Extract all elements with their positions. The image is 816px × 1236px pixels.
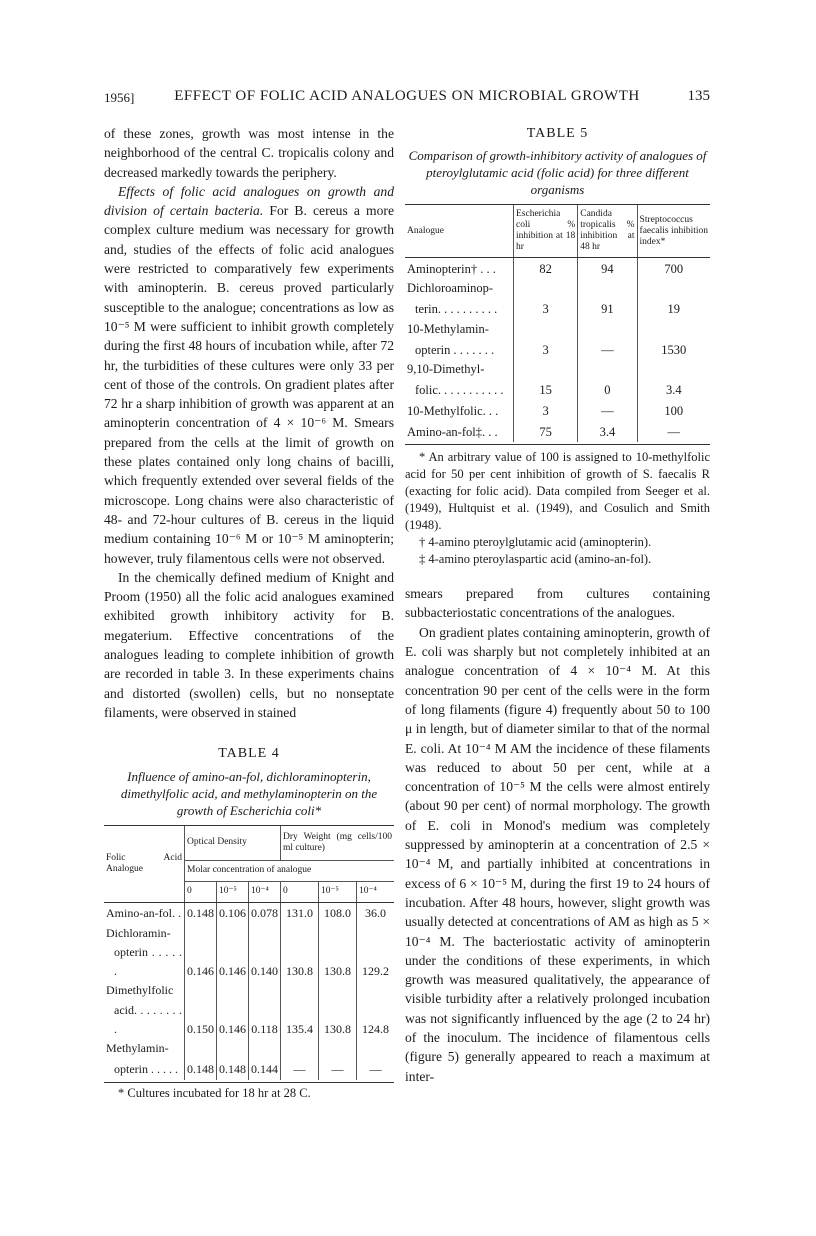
paragraph bbox=[104, 182, 394, 568]
table-cell: 135.4 bbox=[281, 1001, 319, 1040]
empty-cell bbox=[357, 924, 394, 943]
table-cell: 100 bbox=[637, 400, 710, 421]
section-heading: Effects of folic acid analogues on growth and division of certain bacteria. bbox=[104, 183, 394, 219]
row-label: Aminopterin† . . . bbox=[407, 262, 496, 276]
table-cell: 15 bbox=[514, 379, 578, 400]
empty-cell bbox=[319, 1039, 357, 1058]
page-number: 135 bbox=[687, 88, 710, 104]
right-column bbox=[405, 124, 710, 1086]
row-label: Amino-an-fol‡. . . bbox=[407, 424, 498, 439]
empty-cell bbox=[637, 360, 710, 379]
table-cell: 0.148 bbox=[185, 1059, 217, 1080]
table5-footnote: † 4-amino pteroylglutamic acid (aminopterin). bbox=[419, 535, 652, 550]
table-cell: 0.148 bbox=[185, 902, 217, 924]
table-cell: 0.078 bbox=[249, 902, 281, 924]
empty-cell bbox=[514, 360, 578, 379]
table-cell: 82 bbox=[514, 258, 578, 280]
row-label: acid. . . . . . . . . bbox=[114, 1002, 182, 1036]
row-label: Dichloramin- bbox=[106, 925, 171, 940]
table-cell: 130.8 bbox=[319, 943, 357, 982]
row-label: Methylamin- bbox=[106, 1041, 169, 1056]
row-label: Dimethylfolic bbox=[106, 983, 174, 998]
table-cell: 124.8 bbox=[357, 1001, 394, 1040]
table4-conc-header: 0 bbox=[281, 881, 319, 902]
table-cell: 36.0 bbox=[357, 902, 394, 924]
row-label: folic. . . . . . . . . . . bbox=[415, 382, 504, 397]
table4-conc-header: 10⁻⁴ bbox=[357, 881, 394, 902]
table-row bbox=[405, 360, 710, 379]
table-cell: 19 bbox=[637, 299, 710, 320]
table-cell: 130.8 bbox=[319, 1001, 357, 1040]
paragraph-text: For B. cereus a more complex culture medium was necessary for growth and, studies of the effects of folic acid analogues were restricted to comparatively few experiments with aminopterin. B. cereus proved particularly susceptible to the analogue; concentrations as low as 10⁻⁵ M were sufficient to inhibit growth completely during the first 48 hours of incubation while, after 72 hr, the turbidities of these cultures were only 33 per cent of those of the controls. On gradient plates after 72 hr a sharp inhibition of growth was apparent at an aminopterin concentration of 4 × 10⁻⁶ M. Smears prepared from the cells at the limit of growth on these plates contained only long chains of bacilli, which frequently extended over several fields of the microscope. Long chains were also characteristic of 48- and 72-hour cultures of B. cereus in the liquid medium containing 10⁻⁶ M or 10⁻⁵ M aminopterin; however, truly filamentous cells were not observed. bbox=[104, 203, 394, 566]
row-label: opterin . . . . . . . bbox=[415, 342, 495, 357]
table-cell: 0 bbox=[578, 379, 637, 400]
table-cell: 0.146 bbox=[217, 1001, 249, 1040]
table4 bbox=[104, 826, 394, 1080]
table5-col-candida: Candida tropicalis % inhibition at 48 hr bbox=[578, 205, 637, 258]
table-cell: 0.118 bbox=[249, 1001, 281, 1040]
table-cell: 3 bbox=[514, 339, 578, 360]
empty-cell bbox=[578, 320, 637, 339]
table5 bbox=[405, 205, 710, 442]
table-cell: 3.4 bbox=[637, 379, 710, 400]
empty-cell bbox=[281, 981, 319, 1000]
table4-conc-header: 0 bbox=[185, 881, 217, 902]
empty-cell bbox=[514, 320, 578, 339]
row-label: 10-Methylamin- bbox=[407, 321, 489, 336]
paragraph: smears prepared from cultures containing subbacteriostatic concentrations of the analogues. bbox=[405, 586, 710, 621]
empty-cell bbox=[185, 1039, 217, 1058]
table-row bbox=[405, 379, 710, 400]
table-cell: 700 bbox=[637, 258, 710, 280]
table-cell: 0.140 bbox=[249, 943, 281, 982]
table-row bbox=[405, 279, 710, 298]
table4-conc-header: 10⁻⁵ bbox=[217, 881, 249, 902]
row-label: 9,10-Dimethyl- bbox=[407, 361, 485, 376]
table-row bbox=[405, 299, 710, 320]
table-cell: 0.144 bbox=[249, 1059, 281, 1080]
table4-col-od: Optical Density bbox=[185, 826, 281, 861]
table-cell: 0.148 bbox=[217, 1059, 249, 1080]
table5-col-analogue: Analogue bbox=[405, 205, 514, 258]
header-year: 1956] bbox=[104, 90, 135, 105]
row-label: Amino-an-fol. . bbox=[106, 906, 181, 921]
table-cell: 108.0 bbox=[319, 902, 357, 924]
table-row bbox=[405, 339, 710, 360]
table4-title: TABLE 4 bbox=[218, 746, 280, 762]
table-cell: 1530 bbox=[637, 339, 710, 360]
row-label: 10-Methylfolic. . . bbox=[407, 403, 499, 418]
table-cell: 3 bbox=[514, 299, 578, 320]
table4-col-dw: Dry Weight (mg cells/100 ml culture) bbox=[281, 826, 395, 861]
table-row bbox=[104, 981, 394, 1000]
empty-cell bbox=[185, 924, 217, 943]
table-cell: 3 bbox=[514, 400, 578, 421]
table-cell: 129.2 bbox=[357, 943, 394, 982]
table-row bbox=[104, 1039, 394, 1058]
table-row bbox=[104, 1059, 394, 1080]
table-row bbox=[405, 421, 710, 442]
table-cell: 0.146 bbox=[217, 943, 249, 982]
table-row bbox=[405, 320, 710, 339]
empty-cell bbox=[637, 320, 710, 339]
empty-cell bbox=[578, 279, 637, 298]
table-row bbox=[104, 924, 394, 943]
table-cell: — bbox=[319, 1059, 357, 1080]
empty-cell bbox=[281, 924, 319, 943]
empty-cell bbox=[319, 924, 357, 943]
empty-cell bbox=[637, 279, 710, 298]
table4-footnote: * Cultures incubated for 18 hr at 28 C. bbox=[118, 1085, 311, 1100]
row-label: opterin . . . . . bbox=[114, 1062, 178, 1077]
table5-col-strep: Streptococcus faecalis inhibition index* bbox=[637, 205, 710, 258]
empty-cell bbox=[281, 1039, 319, 1058]
table-row bbox=[405, 258, 710, 280]
empty-cell bbox=[249, 924, 281, 943]
paragraph: of these zones, growth was most intense in the neighborhood of the central C. tropicalis colony and decreased markedly towards the periphery. bbox=[104, 126, 394, 180]
paragraph: On gradient plates containing aminopterin, growth of E. coli was sharply but not completely inhibited at an analogue concentration of 4 × 10⁻⁴ M. At this concentration 90 per cent of the cells were in the form of long filaments (figure 4) frequently about 50 to 100 μ in length, but of diameter similar to that of the normal E. coli. At 10⁻⁴ M AM the incidence of these filaments was reduced to about 50 per cent, while at a concentration of 10⁻⁵ M the cells were almost entirely (about 90 per cent) of normal morphology. The growth of E. coli in Monod's medium was completely suppressed by aminopterin at a concentration of 2.5 × 10⁻⁴ M, and partially inhibited at concentrations in excess of 6 × 10⁻⁵ M, during the first 19 to 24 hours of incubation. After 48 hours, however, slight growth was usually detected at concentrations of AM as high as 5 × 10⁻⁴ M. The bacteriostatic activity of aminopterin under the conditions of these experiments, in which growth was measured qualitatively, the appearance of visible turbidity after a relatively prolonged incubation was not significantly influenced by the age (2 to 24 hr) of the inoculum. The incidence of filamentous cells (figure 5) generally appeared to reach a maximum at inter- bbox=[405, 624, 710, 1084]
table4-col-analogue: Folic Acid Analogue bbox=[104, 826, 185, 903]
empty-cell bbox=[514, 279, 578, 298]
table-cell: — bbox=[578, 400, 637, 421]
table5-title: TABLE 5 bbox=[526, 126, 589, 141]
table-cell: 75 bbox=[514, 421, 578, 442]
table-row bbox=[104, 902, 394, 924]
empty-cell bbox=[217, 1039, 249, 1058]
table4-col-molar: Molar concentration of analogue bbox=[185, 860, 395, 881]
page-header bbox=[104, 88, 710, 110]
table-cell: 0.106 bbox=[217, 902, 249, 924]
table-cell: — bbox=[578, 339, 637, 360]
table-cell: 131.0 bbox=[281, 902, 319, 924]
running-title: EFFECT OF FOLIC ACID ANALOGUES ON MICROBIAL GROWTH bbox=[174, 88, 640, 104]
table-cell: 0.146 bbox=[185, 943, 217, 982]
empty-cell bbox=[319, 981, 357, 1000]
empty-cell bbox=[185, 981, 217, 1000]
table5-footnote: * An arbitrary value of 100 is assigned to 10-methylfolic acid for 50 per cent inhibition of growth of S. faecalis R (exacting for folic acid). Data compiled from Seeger et al. (1949), Hultquist et al. (1949), and Cosulich and Smith (1948). bbox=[405, 450, 710, 533]
table5-col-ecoli: Escherichia coli % inhibition at 18 hr bbox=[514, 205, 578, 258]
paragraph: In the chemically defined medium of Knight and Proom (1950) all the folic acid analogues examined exhibited growth inhibitory activity for B. megaterium. Effective concentrations of the analogues leading to complete inhibition of growth are recorded in table 3. In these experiments chains and distorted (swollen) cells, but no nonseptate filaments, were observed in stained bbox=[104, 569, 394, 720]
table-cell: — bbox=[281, 1059, 319, 1080]
table-row bbox=[104, 1001, 394, 1040]
table-row bbox=[104, 943, 394, 982]
table-cell: 0.150 bbox=[185, 1001, 217, 1040]
table-cell: — bbox=[357, 1059, 394, 1080]
row-label: terin. . . . . . . . . . bbox=[415, 302, 498, 317]
table4-conc-header: 10⁻⁵ bbox=[319, 881, 357, 902]
empty-cell bbox=[217, 924, 249, 943]
table-cell: 130.8 bbox=[281, 943, 319, 982]
table-row bbox=[405, 400, 710, 421]
table4-conc-header: 10⁻⁴ bbox=[249, 881, 281, 902]
empty-cell bbox=[357, 1039, 394, 1058]
empty-cell bbox=[578, 360, 637, 379]
table5-footnote: ‡ 4-amino pteroylaspartic acid (amino-an-fol). bbox=[419, 552, 652, 567]
table4-caption: Influence of amino-an-fol, dichloraminopterin, dimethylfolic acid, and methylaminopterin on the growth of Escherichia coli* bbox=[120, 768, 378, 818]
table5-caption: Comparison of growth-inhibitory activity of analogues of pteroylglutamic acid (folic acid) for three different organisms bbox=[408, 148, 707, 198]
table-cell: 3.4 bbox=[578, 421, 637, 442]
left-column bbox=[104, 124, 394, 1102]
table-cell: — bbox=[637, 421, 710, 442]
empty-cell bbox=[249, 1039, 281, 1058]
table-cell: 91 bbox=[578, 299, 637, 320]
empty-cell bbox=[249, 981, 281, 1000]
row-label: opterin . . . . . . bbox=[114, 944, 182, 979]
empty-cell bbox=[357, 981, 394, 1000]
table-cell: 94 bbox=[578, 258, 637, 280]
row-label: Dichloroaminop- bbox=[407, 281, 494, 296]
empty-cell bbox=[217, 981, 249, 1000]
